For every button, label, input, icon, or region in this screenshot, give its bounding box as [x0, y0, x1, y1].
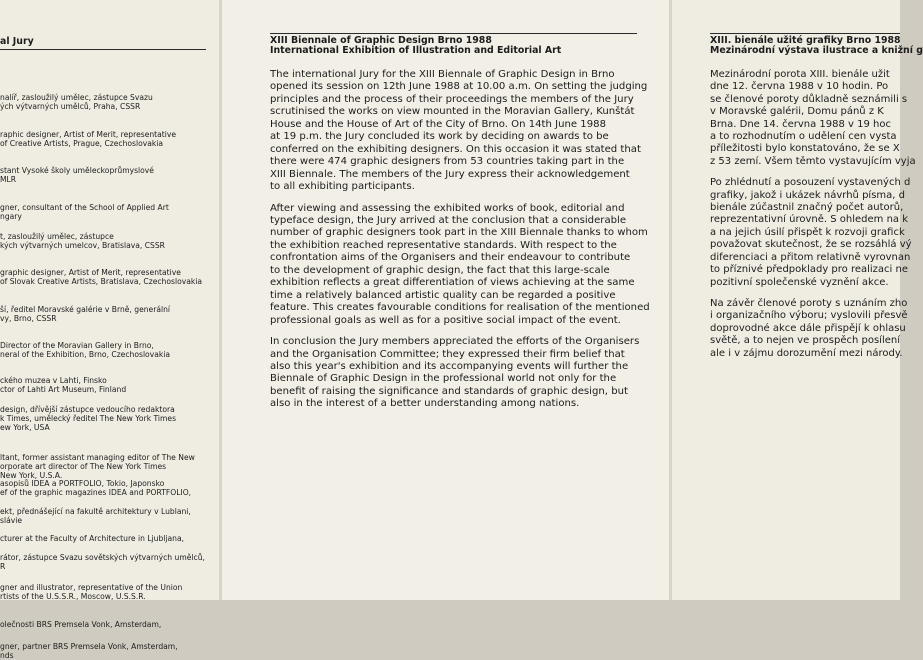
jury-entry-line: of Slovak Creative Artists, Bratislava, Czechoslovakia	[0, 277, 203, 286]
jury-entry-line: gner, partner BRS Premsela Vonk, Amsterdam,	[0, 642, 178, 651]
jury-entry-line: ew York, USA	[0, 423, 50, 432]
paragraph	[270, 203, 665, 328]
right-panel	[672, 0, 923, 600]
text-line: diferenciaci a přitom relativně vyrovnan	[710, 251, 911, 263]
text-line: z 53 zemí. Všem těmto vystavujícím vyja	[710, 155, 916, 167]
text-line: grafiky, jakož i ukázek návrhů písma, d	[710, 189, 905, 201]
jury-entry	[0, 268, 202, 286]
jury-entry-line: MLR	[0, 175, 17, 184]
text-line: confrontation aims of the Organisers and their endeavour to contribute	[270, 252, 631, 264]
text-line: světě, a to nejen ve prospěch posílení	[710, 335, 901, 347]
text-line: a to rozhodnutím o udělení cen vysta	[710, 131, 897, 143]
jury-entry-line: raphic designer, Artist of Merit, representative	[0, 130, 177, 139]
jury-entry-line: ltant, former assistant managing editor of The New	[0, 453, 195, 462]
jury-entry	[0, 341, 170, 359]
text-line: the exhibition reached representative standards. With respect to the	[270, 239, 617, 251]
jury-entry-line: stant Vysoké školy uměleckoprůmyslové	[0, 166, 154, 175]
text-line: i organizačního výboru; vyslovili přesvě	[710, 310, 908, 322]
middle-body	[270, 69, 665, 420]
text-line: to all exhibiting participants.	[270, 181, 415, 193]
jury-entry-line: ctor of Lahti Art Museum, Finland	[0, 385, 127, 394]
jury-entry-line: orporate art director of The New York Times	[0, 462, 167, 471]
jury-entry-line: Director of the Moravian Gallery in Brno,	[0, 341, 154, 350]
text-line: professional goals as well as for a positive social impact of the event.	[270, 314, 621, 326]
text-line: also this year's exhibition and its accompanying events will further the	[270, 360, 629, 372]
text-line: to the development of graphic design, the fact that this large-scale	[270, 264, 610, 276]
jury-entry-line: olečnosti BRS Premsela Vonk, Amsterdam,	[0, 620, 162, 629]
middle-heading-line1: XIII Biennale of Graphic Design Brno 1988	[270, 35, 492, 46]
jury-entry	[0, 453, 195, 480]
paragraph	[710, 69, 916, 168]
jury-entry	[0, 93, 153, 111]
text-line: The international Jury for the XIII Biennale of Graphic Design in Brno	[270, 69, 615, 80]
jury-entry-line: New York, U.S.A.	[0, 471, 63, 480]
jury-entry-line: cturer at the Faculty of Architecture in Ljubljana,	[0, 534, 185, 543]
jury-entry	[0, 553, 205, 571]
jury-entry-line: rtists of the U.S.S.R., Moscow, U.S.S.R.	[0, 592, 146, 601]
left-heading: al Jury	[0, 36, 34, 47]
jury-entry-line: nalíř, zasloužilý umělec, zástupce Svazu	[0, 93, 153, 102]
text-line: benefit of raising the significance and standards of graphic design, but	[270, 385, 628, 397]
jury-entry-line: gner, consultant of the School of Applied Art	[0, 203, 169, 212]
middle-heading-rule	[270, 33, 637, 34]
text-line: Brna. Dne 14. června 1988 v 19 hoc	[710, 118, 891, 130]
jury-entry	[0, 376, 126, 394]
paragraph	[710, 297, 908, 360]
text-line: principles and the process of their proceedings the members of the Jury	[270, 93, 634, 105]
paragraph	[270, 336, 665, 411]
text-line: příležitosti bylo konstatováno, že se X	[710, 143, 900, 155]
right-heading-line2: Mezinárodní výstava ilustrace a knižní g	[710, 45, 923, 56]
jury-entry-line: ckého muzea v Lahti, Finsko	[0, 376, 107, 385]
jury-entry-line: slávie	[0, 516, 22, 525]
jury-entry	[0, 203, 169, 221]
right-heading-rule	[710, 33, 900, 34]
jury-entry	[0, 534, 184, 543]
text-line: bienále zúčastnil značný počet autorů,	[710, 202, 904, 214]
jury-entry-line: rátor, zástupce Svazu sovětských výtvarných umělců,	[0, 553, 205, 562]
right-heading-line1: XIII. bienále užité grafiky Brno 1988	[710, 35, 901, 46]
text-line: dne 12. června 1988 v 10 hodin. Po	[710, 81, 889, 93]
text-line: Na závěr členové poroty s uznáním zho	[710, 297, 908, 309]
text-line: scrutinised the works on view mounted in the Moravian Gallery, Kunštát	[270, 106, 635, 118]
jury-entry-line: ef of the graphic magazines IDEA and PORTFOLIO,	[0, 488, 192, 497]
text-line: reprezentativní úrovně. S ohledem na k	[710, 214, 909, 226]
jury-entry-line: k Times, umělecký ředitel The New York Times	[0, 414, 177, 423]
jury-entry	[0, 583, 182, 601]
jury-entry	[0, 479, 191, 497]
left-heading-rule	[0, 49, 206, 50]
text-line: time a relatively balanced artistic quality can be regarded a positive	[270, 289, 616, 301]
right-body	[710, 69, 916, 369]
middle-heading-line2: International Exhibition of Illustration and Editorial Art	[270, 45, 562, 56]
jury-entry	[0, 166, 154, 184]
text-line: number of graphic designers took part in the XIII Biennale thanks to whom	[270, 227, 648, 239]
text-line: typeface design, the Jury arrived at the conclusion that a considerable	[270, 214, 627, 226]
text-line: a na jejich úsilí přispět k rozvoji grafick	[710, 226, 905, 238]
jury-entry-line: neral of the Exhibition, Brno, Czechoslovakia	[0, 350, 171, 359]
text-line: In conclusion the Jury members appreciated the efforts of the Organisers	[270, 336, 640, 348]
jury-entry-line: graphic designer, Artist of Merit, representative	[0, 268, 181, 277]
text-line: Biennale of Graphic Design in the professional world not only for the	[270, 373, 617, 385]
text-line: conferred on the exhibiting designers. On this occasion it was stated that	[270, 143, 641, 155]
text-line: opened its session on 12th June 1988 at 10.00 a.m. On setting the judging	[270, 81, 648, 93]
text-line: to příznivé předpoklady pro realizaci ne	[710, 264, 909, 276]
jury-entry-line: ngary	[0, 212, 22, 221]
jury-entry-line: ých výtvarných umělců, Praha, CSSR	[0, 102, 141, 111]
text-line: House and the House of Art of the City of Brno. On 14th June 1988	[270, 118, 606, 130]
jury-entry	[0, 405, 176, 432]
jury-entry-line: of Creative Artists, Prague, Czechoslovakia	[0, 139, 164, 148]
paragraph	[710, 177, 912, 289]
jury-entry	[0, 642, 178, 660]
text-line: and the Organisation Committee; they expressed their firm belief that	[270, 348, 625, 360]
text-line: exhibition reflects a great differentiation of views achieving at the same	[270, 277, 635, 289]
text-line: doprovodné akce dále přispějí k ohlasu	[710, 322, 906, 334]
jury-entry-line: design, dřívější zástupce vedoucího redaktora	[0, 405, 175, 414]
text-line: Po zhlédnutí a posouzení vystavených d	[710, 177, 911, 189]
jury-entry	[0, 620, 161, 629]
jury-entry	[0, 305, 170, 323]
jury-entry	[0, 130, 176, 148]
text-line: feature. This creates favourable conditions for realisation of the mentioned	[270, 302, 650, 314]
jury-entry	[0, 507, 191, 525]
jury-entry-line: nds	[0, 651, 14, 660]
jury-entry-line: vy, Brno, CSSR	[0, 314, 57, 323]
left-panel	[0, 0, 219, 660]
jury-entry-line: R	[0, 562, 6, 571]
text-line: považovat skutečnost, že se rozsáhlá vý	[710, 239, 912, 251]
jury-entry-line: asopisů IDEA a PORTFOLIO, Tokio, Japonsko	[0, 479, 165, 488]
text-line: ale i v zájmu dorozumění mezi národy.	[710, 347, 903, 359]
text-line: v Moravské galérii, Domu pánů z K	[710, 106, 884, 118]
jury-entry-line: t, zasloužilý umělec, zástupce	[0, 232, 114, 241]
paragraph	[270, 69, 665, 194]
text-line: se členové poroty důkladně seznámili s	[710, 93, 908, 105]
text-line: also in the interest of a better understanding among nations.	[270, 398, 580, 410]
jury-entry-line: ší, ředitel Moravské galérie v Brně, generální	[0, 305, 171, 314]
text-line: there were 474 graphic designers from 53 countries taking part in the	[270, 156, 625, 168]
jury-entry-line: gner and illustrator, representative of the Union	[0, 583, 183, 592]
jury-entry-line: kých výtvarných umelcov, Bratislava, CSSR	[0, 241, 165, 250]
text-line: at 19 p.m. the Jury concluded its work by deciding on awards to be	[270, 131, 609, 143]
jury-entry-line: ekt, přednášející na fakultě architektury v Lublani,	[0, 507, 191, 516]
text-line: pozitivní společenské vyznění akce.	[710, 276, 889, 288]
text-line: Mezinárodní porota XIII. bienále užit	[710, 69, 890, 80]
middle-panel	[222, 0, 669, 600]
text-line: After viewing and assessing the exhibited works of book, editorial and	[270, 202, 625, 214]
jury-entry	[0, 232, 165, 250]
text-line: XIII Biennale. The members of the Jury express their acknowledgement	[270, 168, 630, 180]
